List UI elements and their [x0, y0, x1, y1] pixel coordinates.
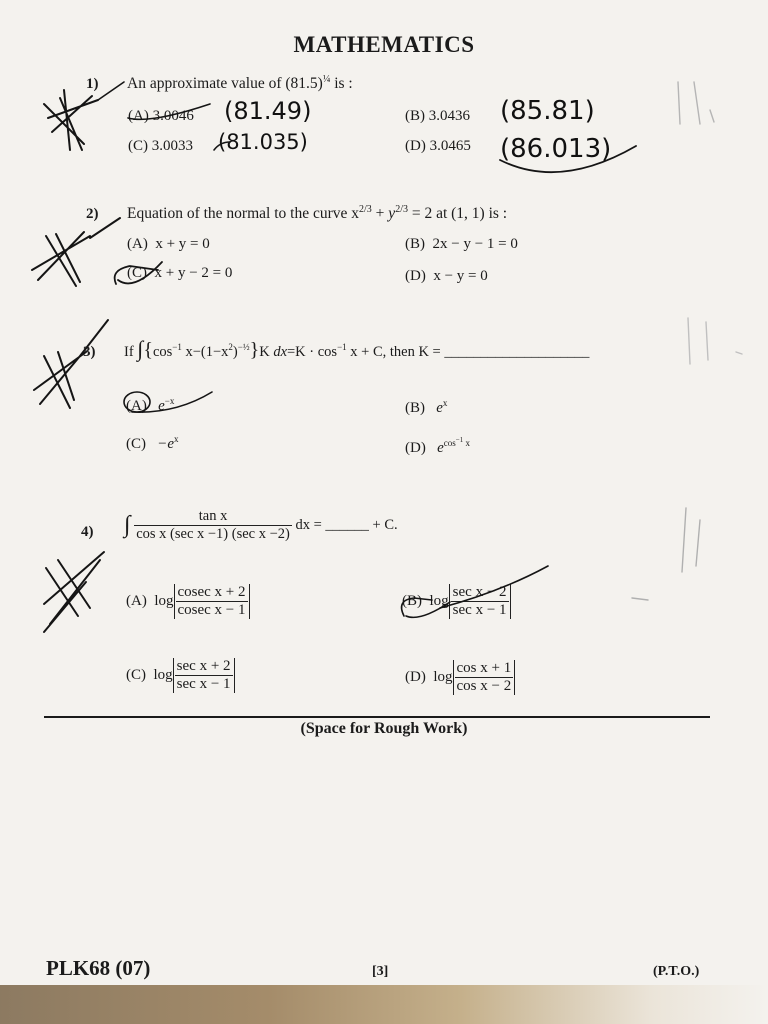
question-3-text: If $\int\{\cos^{-1}$ $x-(1-x^2)^{-\frac{1}{2}}\}K$ $dx=K \cdot \cos^{-1} x + C$, then K = ____________________	[124, 336, 590, 361]
question-2-option-c-circle	[115, 262, 162, 284]
option-label: (B)	[405, 108, 425, 124]
page-number: [3]	[372, 964, 389, 979]
option-label: (C)	[127, 265, 147, 281]
option-label: (C)	[126, 667, 146, 683]
question-2-cross-mark	[32, 218, 120, 286]
question-4-text: ∫ $\frac{\text{tan x}}{\text{cos x (sec x −1) (sec x −2)}}$ dx = ______ + C.	[124, 508, 398, 542]
question-4-option-a[interactable]: (A) log $\frac{\text{cosec x + 2}}{\text{cosec x − 1}}$	[126, 584, 250, 619]
question-3-option-b[interactable]: (B) $e^x$	[405, 398, 448, 416]
question-1-text-main: An approximate value of (81.5)	[127, 75, 323, 93]
option-value: e	[158, 398, 165, 414]
option-denominator: cosec x − 1	[177, 602, 246, 618]
question-4-tail: dx = ______ + C.	[295, 517, 398, 533]
option-value: x + y − 2 = 0	[154, 265, 233, 281]
question-4-cross-mark	[44, 552, 104, 632]
question-4-denominator: cos x (sec x −1) (sec x −2)	[136, 526, 290, 542]
question-1-number: 1)	[86, 76, 99, 92]
option-denominator: cos x − 2	[456, 678, 512, 694]
question-2-exponent: 2/3	[359, 204, 372, 215]
option-value: e	[436, 400, 443, 416]
option-label: (A)	[127, 236, 148, 252]
question-4-option-b[interactable]: (B) log $\frac{\text{sec x − 2}}{\text{sec x − 1}}$	[402, 584, 511, 619]
question-2-text-main: Equation of the normal to the curve x	[127, 205, 360, 223]
option-label: (B)	[405, 400, 425, 416]
question-3-option-c[interactable]: (C) $-e^x$	[126, 434, 179, 452]
option-value: 3.0033	[151, 138, 193, 154]
question-2-text: Equation of the normal to the curve $x^{2/3} + y^{2/3} = 2$ at (1, 1) is :	[127, 204, 508, 223]
question-4-option-d[interactable]: (D) log $\frac{\text{cos x + 1}}{\text{cos x − 2}}$	[405, 660, 515, 695]
option-label: (D)	[405, 669, 426, 685]
question-3-option-a[interactable]: (A) $e^{-x}$	[126, 396, 175, 414]
question-3-number: 3)	[83, 344, 96, 360]
question-4-numerator: tan x	[134, 508, 292, 526]
option-value: 3.0465	[429, 138, 471, 154]
question-1-checkmark	[98, 82, 124, 100]
option-numerator: sec x − 2	[452, 584, 507, 600]
option-label: (D)	[405, 268, 426, 284]
page-title: MATHEMATICS	[293, 32, 475, 57]
question-3-option-a-strike	[132, 392, 212, 412]
question-2-number: 2)	[86, 206, 99, 222]
option-label: (D)	[405, 138, 426, 154]
option-label: (D)	[405, 440, 426, 456]
question-1-cross-mark	[44, 90, 98, 150]
option-value: e	[437, 440, 444, 456]
option-denominator: sec x − 1	[452, 602, 507, 618]
margin-mark-3	[632, 508, 700, 600]
option-value: −e	[157, 436, 175, 452]
option-label: (B)	[405, 236, 425, 252]
question-3-option-a-circle	[124, 392, 150, 412]
option-value: x + y = 0	[155, 236, 210, 252]
question-1-option-c-swoop	[214, 142, 230, 150]
option-label: (C)	[128, 138, 148, 154]
option-numerator: cosec x + 2	[177, 584, 246, 600]
option-value: 3.0046	[152, 108, 194, 124]
question-3-cross-mark	[34, 320, 108, 408]
option-value: 2x − y − 1 = 0	[432, 236, 518, 252]
question-3-option-d[interactable]: (D) $e^{cos^{-1} x}$	[405, 436, 470, 456]
option-numerator: sec x + 2	[176, 658, 231, 674]
option-value: x − y = 0	[433, 268, 488, 284]
option-label: (C)	[126, 436, 146, 452]
option-label: (A)	[128, 108, 149, 124]
option-denominator: sec x − 1	[176, 676, 231, 692]
margin-mark-1	[678, 82, 714, 124]
option-label: (A)	[126, 398, 147, 414]
question-1-option-a-handwritten-note: (81.49)	[224, 97, 312, 125]
option-label: (B)	[402, 593, 422, 609]
question-1-option-c-handwritten-note: (81.035)	[218, 130, 308, 154]
question-1-option-b-handwritten-note: (85.81)	[500, 96, 595, 126]
paper-code: PLK68 (07)	[46, 956, 151, 980]
question-4-option-b-strike	[440, 566, 548, 608]
question-1-option-d-arc	[500, 146, 636, 172]
rough-work-label: (Space for Rough Work)	[300, 720, 468, 737]
question-4-number: 4)	[81, 524, 94, 540]
question-4-option-c[interactable]: (C) log $\frac{\text{sec x + 2}}{\text{sec x − 1}}$	[126, 658, 235, 693]
option-label: (A)	[126, 593, 147, 609]
question-1-option-d-handwritten-note: (86.013)	[500, 134, 612, 164]
question-1-text-tail: is :	[330, 75, 353, 93]
question-1-option-a-tick	[128, 104, 210, 119]
option-value: 3.0436	[428, 108, 470, 124]
option-numerator: cos x + 1	[456, 660, 512, 676]
please-turn-over: (P.T.O.)	[653, 964, 700, 979]
question-1-exponent: ¼	[322, 74, 331, 85]
margin-mark-2	[688, 318, 742, 364]
